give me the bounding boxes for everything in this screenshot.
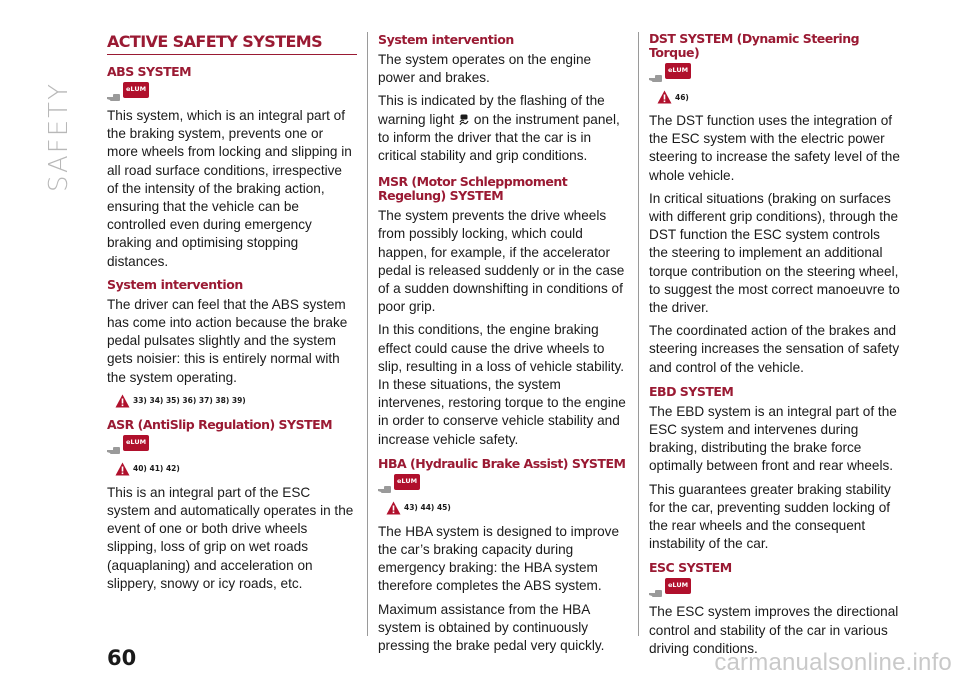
abs-description: This system, which is an integral part of the braking system, prevents one or more wheels from locking and slipping in all road surface conditions, irrespective of the intensity of the braking action, ensuring that the vehicle can be controlled even during emergency braking and optimising stopping distances. [107, 108, 352, 269]
warning-reference-row [115, 460, 357, 478]
msr-heading: MSR (Motor Schleppmoment Regelung) SYSTEM [378, 174, 568, 204]
warning-reference-row [386, 499, 628, 517]
intervention-text-2-start: This is indicated by the flashing of the warning light [378, 93, 605, 127]
warning-triangle-icon [115, 394, 130, 408]
dst-text-1: The DST function uses the integration of the ESC system with the electric power steering to increase the safety level of the whole vehicle. [649, 113, 900, 183]
esc-warning-light-icon [459, 114, 469, 126]
warning-reference-row [115, 392, 357, 410]
watermark: carmanualsonline.info [714, 649, 952, 676]
version-badge: eLUM [123, 435, 149, 451]
pointing-hand-icon [378, 485, 392, 494]
intervention-text-2 [378, 92, 628, 165]
ebd-text-1: The EBD system is an integral part of the ESC system and intervenes during braking, distributing the brake force optimally between front and rear wheels. [649, 403, 897, 474]
warning-references: 33) 34) 35) 36) 37) 38) 39) [133, 396, 246, 406]
pointing-hand-icon [107, 446, 121, 455]
section-side-label: SAFETY [44, 82, 74, 192]
pointing-hand-icon [107, 93, 121, 102]
abs-intervention-text: The driver can feel that the ABS system has come into action because the brake pedal pulsates slightly and the system gets noisier: this is entirely normal with the system operating. [107, 296, 348, 385]
abs-heading: ABS SYSTEM [107, 64, 192, 79]
abs-intervention-heading: System intervention [107, 276, 243, 292]
hba-text-2: Maximum assistance from the HBA system is obtained by continuously pressing the brake pedal very quickly. [378, 601, 605, 654]
version-row [107, 83, 357, 103]
intervention-text-1: The system operates on the engine power and brakes. [378, 52, 592, 86]
version-badge: eLUM [123, 82, 149, 98]
version-badge: eLUM [394, 474, 420, 490]
ebd-text-2: This guarantees greater braking stability for the car, preventing sudden locking of the rear wheels and the consequent instability of the car. [649, 481, 891, 552]
ebd-heading: EBD SYSTEM [649, 383, 734, 399]
asr-description: This is an integral part of the ESC system and automatically operates in the event of one or both drive wheels slipping, loss of grip on wet roads (aquaplaning) and acceleration on slippery, snowy or icy roads, etc. [107, 484, 354, 591]
dst-text-2: In critical situations (braking on surfaces with different grip conditions), through the DST function the ESC system controls the steering to implement an additional torque contribution on the steering wheel, to suggest the most correct manoeuvre to the driver. [649, 190, 900, 316]
version-row [649, 64, 901, 84]
warning-references: 46) [675, 92, 689, 102]
column-1 [107, 32, 357, 598]
hba-heading: HBA (Hydraulic Brake Assist) SYSTEM [378, 455, 626, 471]
column-3 [649, 32, 901, 663]
msr-text-1: The system prevents the drive wheels from possibly locking, which could happen, for example, if the accelerator pedal is released suddenly or in the case of a sudden downshifting in conditions of poor grip. [378, 208, 625, 315]
page-number: 60 [107, 646, 137, 670]
version-row [378, 475, 628, 495]
version-badge: eLUM [665, 578, 691, 594]
column-divider [638, 32, 639, 636]
page-title: ACTIVE SAFETY SYSTEMS [107, 32, 357, 55]
esc-heading: ESC SYSTEM [649, 560, 732, 576]
warning-references: 40) 41) 42) [133, 464, 180, 474]
intervention-heading: System intervention [378, 32, 514, 47]
version-row [649, 579, 901, 599]
column-2 [378, 32, 628, 660]
pointing-hand-icon [649, 589, 663, 598]
dst-heading: DST SYSTEM (Dynamic Steering Torque) [649, 31, 860, 60]
asr-heading: ASR (AntiSlip Regulation) SYSTEM [107, 416, 333, 432]
intervention-text-2-end: on the instrument panel, to inform the driver that the car is in critical stability and grip conditions. [378, 111, 620, 164]
version-row [107, 436, 357, 456]
pointing-hand-icon [649, 74, 663, 83]
column-divider [367, 32, 368, 636]
warning-triangle-icon [657, 90, 672, 104]
warning-references: 43) 44) 45) [404, 503, 451, 513]
warning-triangle-icon [115, 462, 130, 476]
dst-text-3: The coordinated action of the brakes and steering increases the sensation of safety and control of the vehicle. [649, 323, 900, 375]
esc-text-1: The ESC system improves the directional control and stability of the car in various driving conditions. [649, 604, 899, 656]
msr-text-2: In this conditions, the engine braking effect could cause the drive wheels to slip, resulting in a loss of vehicle stability. In these situations, the system intervenes, restoring torque to the engine in order to conserve vehicle stability and increase vehicle safety. [378, 322, 626, 447]
hba-text-1: The HBA system is designed to improve the car’s braking capacity during emergency braking: the HBA system therefore completes the ABS system. [378, 523, 620, 594]
warning-reference-row [657, 88, 901, 106]
version-badge: eLUM [665, 63, 691, 79]
warning-triangle-icon [386, 501, 401, 515]
